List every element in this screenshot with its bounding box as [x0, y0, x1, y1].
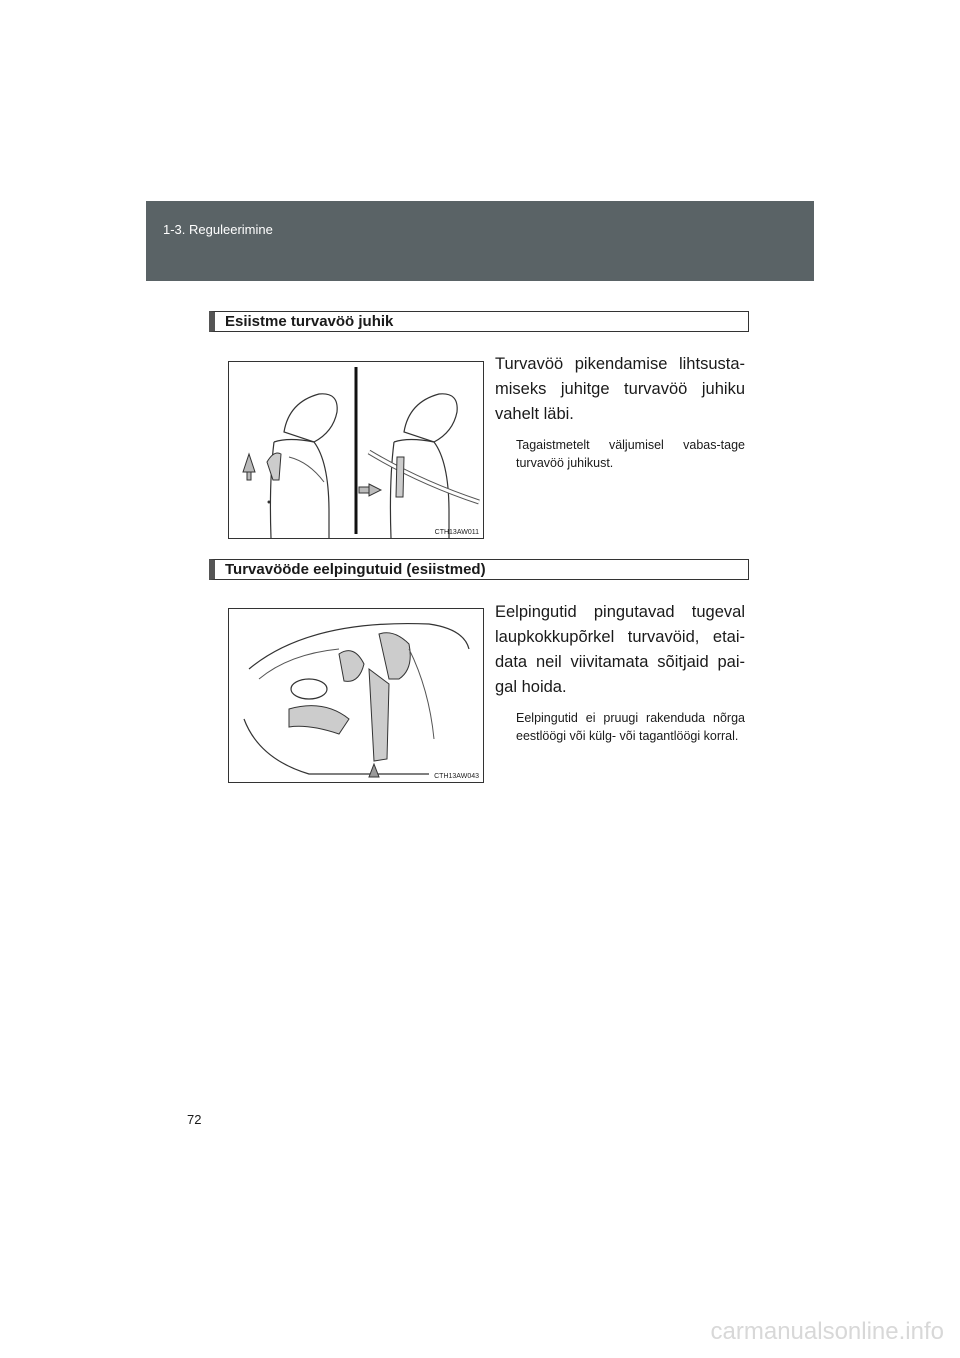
- chapter-section-label: 1-3. Reguleerimine: [163, 222, 273, 237]
- section-body-seatbelt-guide: Turvavöö pikendamise lihtsusta-miseks juhitge turvavöö juhiku vahelt läbi.: [495, 355, 745, 423]
- seat-guide-drawing: [229, 362, 483, 538]
- car-interior-drawing: [229, 609, 483, 782]
- pretensioner-illustration: [228, 608, 484, 783]
- section-body-pretensioners: Eelpingutid pingutavad tugeval laupkokkupõrkel turvavöid, etai-data neil viivitamata sõitjaid pai-gal hoida.: [495, 603, 745, 696]
- seatbelt-guide-illustration: [228, 361, 484, 539]
- chapter-header: [146, 201, 814, 281]
- section-title-pretensioners: Turvavööde eelpingutuid (esiistmed): [209, 559, 749, 580]
- footer-watermark: carmanualsonline.info: [710, 1318, 944, 1345]
- section-title-seatbelt-guide: Esiistme turvavöö juhik: [209, 311, 749, 332]
- section-note-pretensioners: Eelpingutid ei pruugi rakenduda nõrga eestlöögi või külg- või tagantlöögi korral.: [516, 711, 745, 743]
- figure-code: CTH13AW011: [434, 529, 479, 536]
- section-note-seatbelt-guide: Tagaistmetelt väljumisel vabas-tage turvavöö juhikust.: [516, 438, 745, 470]
- figure-code: CTH13AW043: [434, 773, 479, 780]
- page-number: 72: [187, 1112, 202, 1127]
